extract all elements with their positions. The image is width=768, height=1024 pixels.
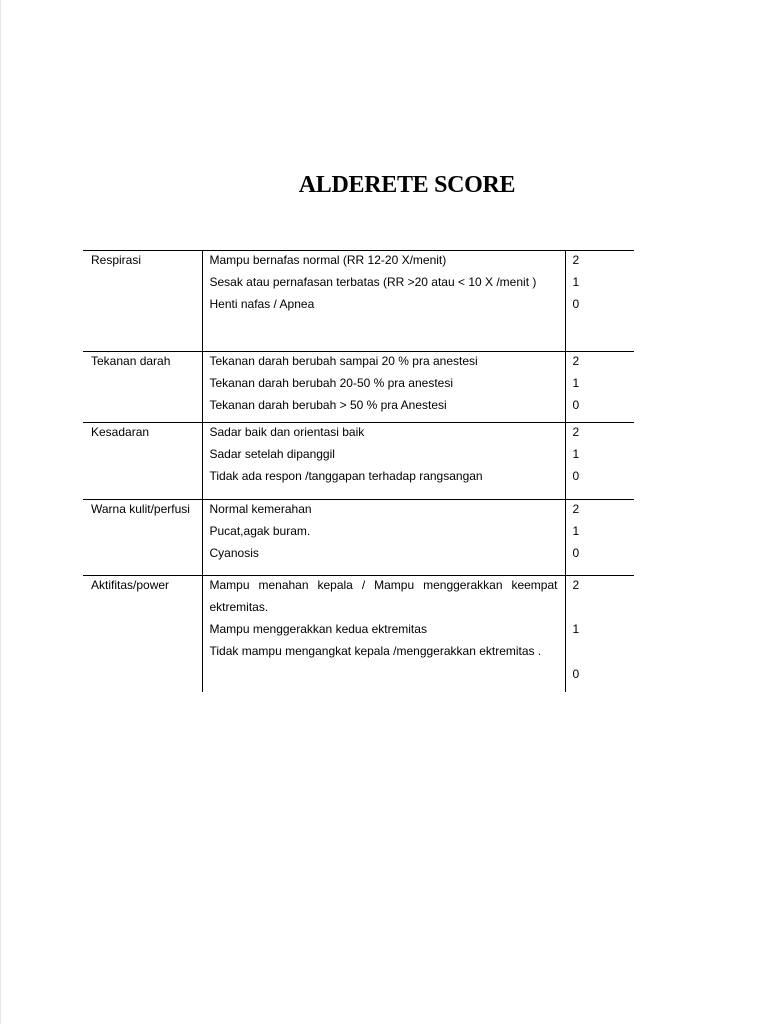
score-value: 2 [572,578,580,592]
score-value: 0 [572,546,580,560]
page-edge [0,0,1,1024]
table-row-respirasi [83,251,634,352]
score-value: 1 [572,622,580,636]
criteria-cell [202,251,565,352]
parameter-cell [83,251,202,352]
parameter-label: Aktifitas/power [91,578,170,592]
criteria-cell [202,500,565,576]
criterion: Mampu bernafas normal (RR 12-20 X/menit) [209,253,447,267]
score-value: 1 [572,275,580,289]
score-cell [565,576,634,693]
score-value: 2 [572,354,580,368]
criterion: Pucat,agak buram. [209,524,311,538]
criteria-cell [202,352,565,423]
parameter-cell [83,500,202,576]
parameter-label: Tekanan darah [91,354,171,368]
page-title: ALDERETE SCORE [298,172,516,198]
criterion: Tidak ada respon /tanggapan terhadap rangsangan [209,469,483,483]
parameter-cell [83,576,202,693]
parameter-label: Warna kulit/perfusi [91,502,190,516]
table-row-aktifitas [83,576,634,693]
criterion: Sadar baik dan orientasi baik [209,425,365,439]
score-value: 2 [572,425,580,439]
table-row-kesadaran [83,423,634,500]
criterion: Tekanan darah berubah > 50 % pra Anestesi [209,398,447,412]
table-row-tekanan-darah [83,352,634,423]
score-value: 1 [572,447,580,461]
score-value: 0 [572,469,580,483]
criterion: Mampu menggerakkan kedua ektremitas [209,622,427,636]
criteria-cell [202,423,565,500]
criterion: Normal kemerahan [209,502,312,516]
criterion: Tekanan darah berubah 20-50 % pra anestesi [209,376,454,390]
score-value: 2 [572,502,580,516]
score-cell [565,423,634,500]
parameter-label: Kesadaran [91,425,150,439]
parameter-label: Respirasi [91,253,142,267]
criterion: Sadar setelah dipanggil [209,447,335,461]
score-cell [565,500,634,576]
score-value: 1 [572,376,580,390]
table-row-warna-kulit [83,500,634,576]
score-value: 2 [572,253,580,267]
criterion: Mampu menahan kepala / Mampu menggerakkan keempat [209,578,558,592]
criterion: Cyanosis [209,546,259,560]
alderete-score-table [83,250,634,692]
score-value: 1 [572,524,580,538]
score-cell [565,352,634,423]
criterion: Henti nafas / Apnea [209,297,315,311]
score-cell [565,251,634,352]
parameter-cell [83,423,202,500]
score-value: 0 [572,667,580,681]
score-value: 0 [572,398,580,412]
parameter-cell [83,352,202,423]
criterion: Tekanan darah berubah sampai 20 % pra anestesi [209,354,478,368]
criterion: Sesak atau pernafasan terbatas (RR >20 atau < 10 X /menit ) [209,275,537,289]
criterion: Tidak mampu mengangkat kepala /menggerakkan ektremitas . [209,644,542,658]
criterion: ektremitas. [209,600,269,614]
criteria-cell [202,576,565,693]
score-value: 0 [572,297,580,311]
